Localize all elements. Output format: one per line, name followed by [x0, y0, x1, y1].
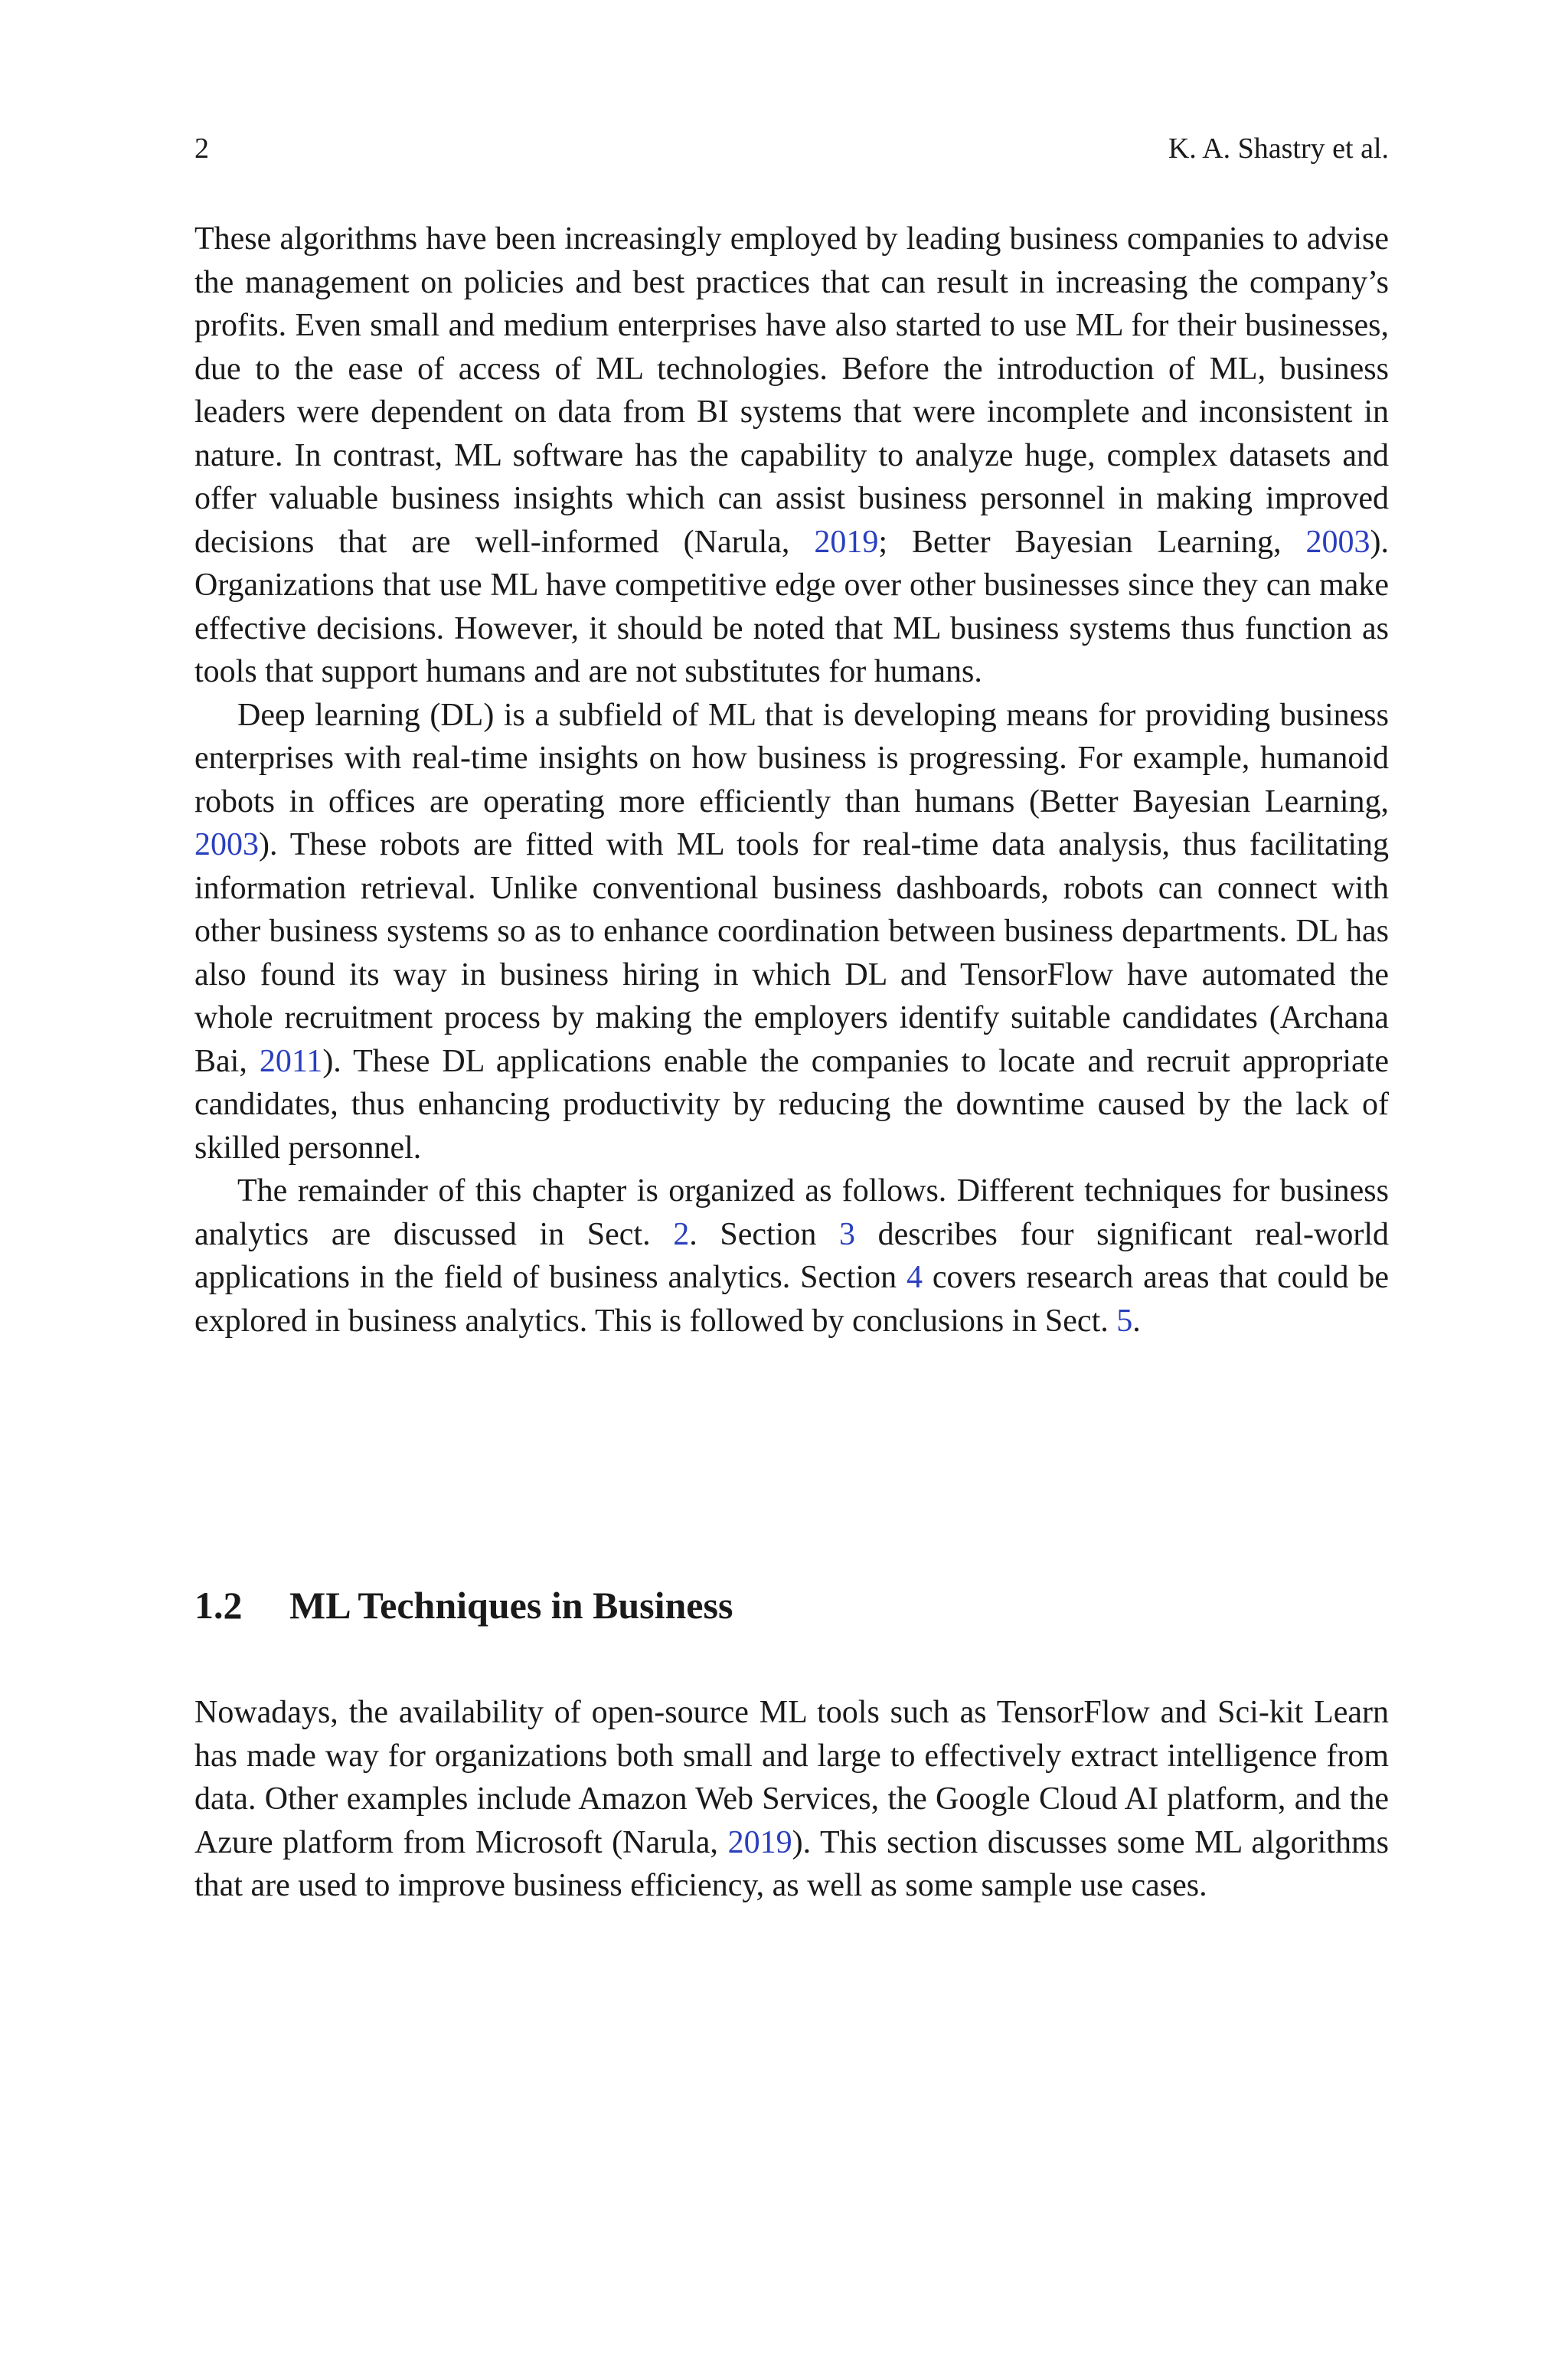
paragraph-text: Nowadays, the availability of open-source ML tools such as TensorFlow and Sci-kit Learn has made way for organizations both small and large to effectively extract intelligence from data. Other examples include Amazon Web Services, the Google Cloud AI platform, and the Azure platform from Microsoft (Narula, [194, 1695, 1389, 1860]
paragraph-text: . [1132, 1303, 1141, 1339]
page-number: 2 [194, 132, 209, 165]
citation-link[interactable]: 2 [673, 1216, 690, 1252]
body-text-intro [194, 218, 1389, 1343]
citation-link[interactable]: 2019 [814, 524, 879, 560]
citation-link[interactable]: 2003 [1305, 524, 1370, 560]
citation-link[interactable]: 4 [906, 1260, 923, 1295]
paragraph [194, 1169, 1389, 1343]
body-text-section [194, 1691, 1389, 1908]
paragraph [194, 218, 1389, 694]
citation-link[interactable]: 2019 [727, 1824, 792, 1860]
paragraph-text: ). Organizations that use ML have competitive edge over other businesses since they can make effective decisions. However, it should be noted that ML business systems thus function as tools that support humans and are not substitutes for humans. [194, 524, 1389, 689]
paragraph-text: ). These DL applications enable the companies to locate and recruit appropriate candidates, thus enhancing productivity by reducing the downtime caused by the lack of skilled personnel. [194, 1043, 1389, 1166]
paragraph-text: describes four significant real-world applications in the field of business analytics. Section [194, 1216, 1389, 1295]
citation-link[interactable]: 3 [838, 1216, 855, 1252]
citation-link[interactable]: 5 [1116, 1303, 1133, 1339]
paragraph-text: These algorithms have been increasingly employed by leading business companies to advise the management on policies and best practices that can result in increasing the company’s profits. Even small and medium enterprises have also started to use ML for their businesses, due to the ease of access of ML technologies. Before the introduction of ML, business leaders were dependent on data from BI systems that were incomplete and inconsistent in nature. In contrast, ML software has the capability to analyze huge, complex datasets and offer valuable business insights which can assist business personnel in making improved decisions that are well-informed (Narula, [194, 221, 1389, 560]
paragraph [194, 694, 1389, 1170]
citation-link[interactable]: 2011 [259, 1043, 323, 1079]
paragraph-text: ; Better Bayesian Learning, [878, 524, 1306, 560]
paragraph [194, 1691, 1389, 1908]
running-header [194, 127, 1389, 170]
citation-link[interactable]: 2003 [194, 827, 259, 862]
paragraph-text: covers research areas that could be explored in business analytics. This is followed by conclusions in Sect. [194, 1260, 1390, 1339]
paragraph-text: ). This section discusses some ML algorithms that are used to improve business efficiency, as well as some sample use cases. [194, 1824, 1389, 1903]
section-heading [194, 1578, 1389, 1633]
paragraph-text: Deep learning (DL) is a subfield of ML that is developing means for providing business enterprises with real-time insights on how business is progressing. For example, humanoid robots in offices are operating more efficiently than humans (Better Bayesian Learning, [194, 697, 1389, 819]
section-number: 1.2 [194, 1584, 243, 1627]
paragraph-text: The remainder of this chapter is organized as follows. Different techniques for business analytics are discussed in Sect. [194, 1173, 1389, 1252]
running-author: K. A. Shastry et al. [1168, 132, 1389, 165]
section-title: ML Techniques in Business [289, 1584, 733, 1627]
paragraph-text: ). These robots are fitted with ML tools for real-time data analysis, thus facilitating information retrieval. Unlike conventional business dashboards, robots can connect with other business systems so as to enhance coordination between business departments. DL has also found its way in business hiring in which DL and TensorFlow have automated the whole recruitment process by making the employers identify suitable candidates (Archana Bai, [194, 827, 1389, 1079]
paragraph-text: . Section [689, 1216, 839, 1252]
